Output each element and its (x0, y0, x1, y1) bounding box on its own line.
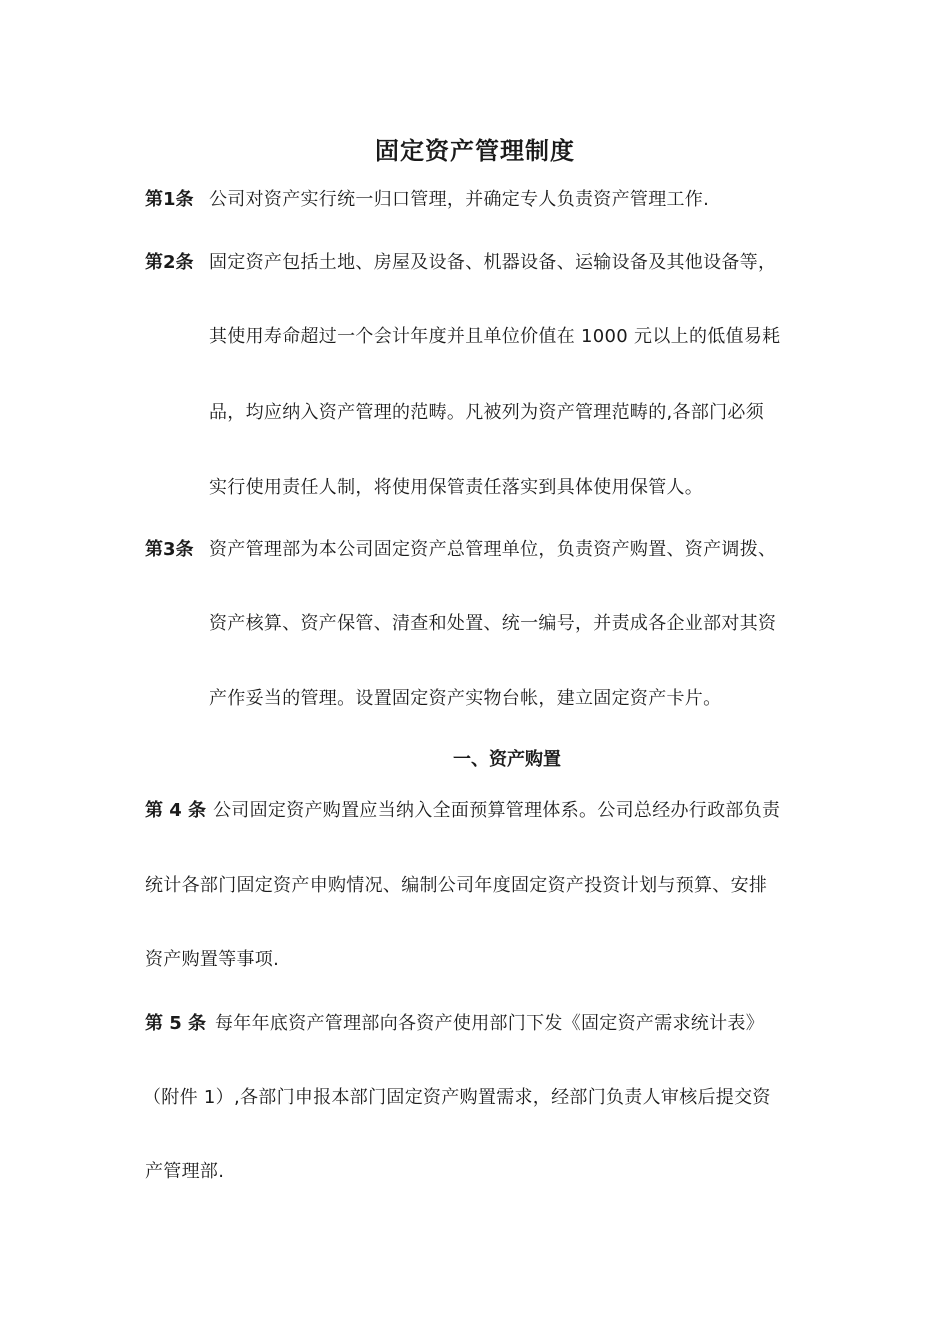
article-1-line-1: 公司对资产实行统一归口管理，并确定专人负责资产管理工作. (209, 189, 710, 210)
article-5-line-1: 每年年底资产管理部向各资产使用部门下发《固定资产需求统计表》 (215, 1013, 764, 1034)
article-2-line-1: 固定资产包括土地、房屋及设备、机器设备、运输设备及其他设备等， (209, 252, 777, 273)
article-4-line-1: 公司固定资产购置应当纳入全面预算管理体系。公司总经办行政部负责 (213, 800, 781, 821)
article-3-line-3: 产作妥当的管理。设置固定资产实物台帐，建立固定资产卡片。 (209, 688, 722, 709)
article-5-line-2: （附件 1）,各部门申报本部门固定资产购置需求，经部门负责人审核后提交资 (143, 1087, 771, 1108)
article-2-line-4: 实行使用责任人制，将使用保管责任落实到具体使用保管人。 (209, 477, 704, 498)
section-heading: 一、资产购置 (453, 749, 561, 770)
article-3-number: 第3条 (145, 539, 194, 560)
article-4-number: 第 4 条 (145, 800, 207, 821)
article-5-line-3: 产管理部. (145, 1161, 225, 1182)
article-3-line-1: 资产管理部为本公司固定资产总管理单位，负责资产购置、资产调拨、 (209, 539, 777, 560)
article-4-line-3: 资产购置等事项. (145, 949, 280, 970)
article-5-number: 第 5 条 (145, 1013, 207, 1034)
document-title: 固定资产管理制度 (375, 137, 575, 165)
article-2-number: 第2条 (145, 252, 194, 273)
article-2-line-2: 其使用寿命超过一个会计年度并且单位价值在 1000 元以上的低值易耗 (209, 326, 781, 347)
article-4-line-2: 统计各部门固定资产申购情况、编制公司年度固定资产投资计划与预算、安排 (145, 875, 768, 896)
article-2-line-3: 品，均应纳入资产管理的范畴。凡被列为资产管理范畴的,各部门必须 (209, 402, 765, 423)
article-1-number: 第1条 (145, 189, 194, 210)
article-3-line-2: 资产核算、资产保管、清查和处置、统一编号，并责成各企业部对其资 (209, 613, 777, 634)
